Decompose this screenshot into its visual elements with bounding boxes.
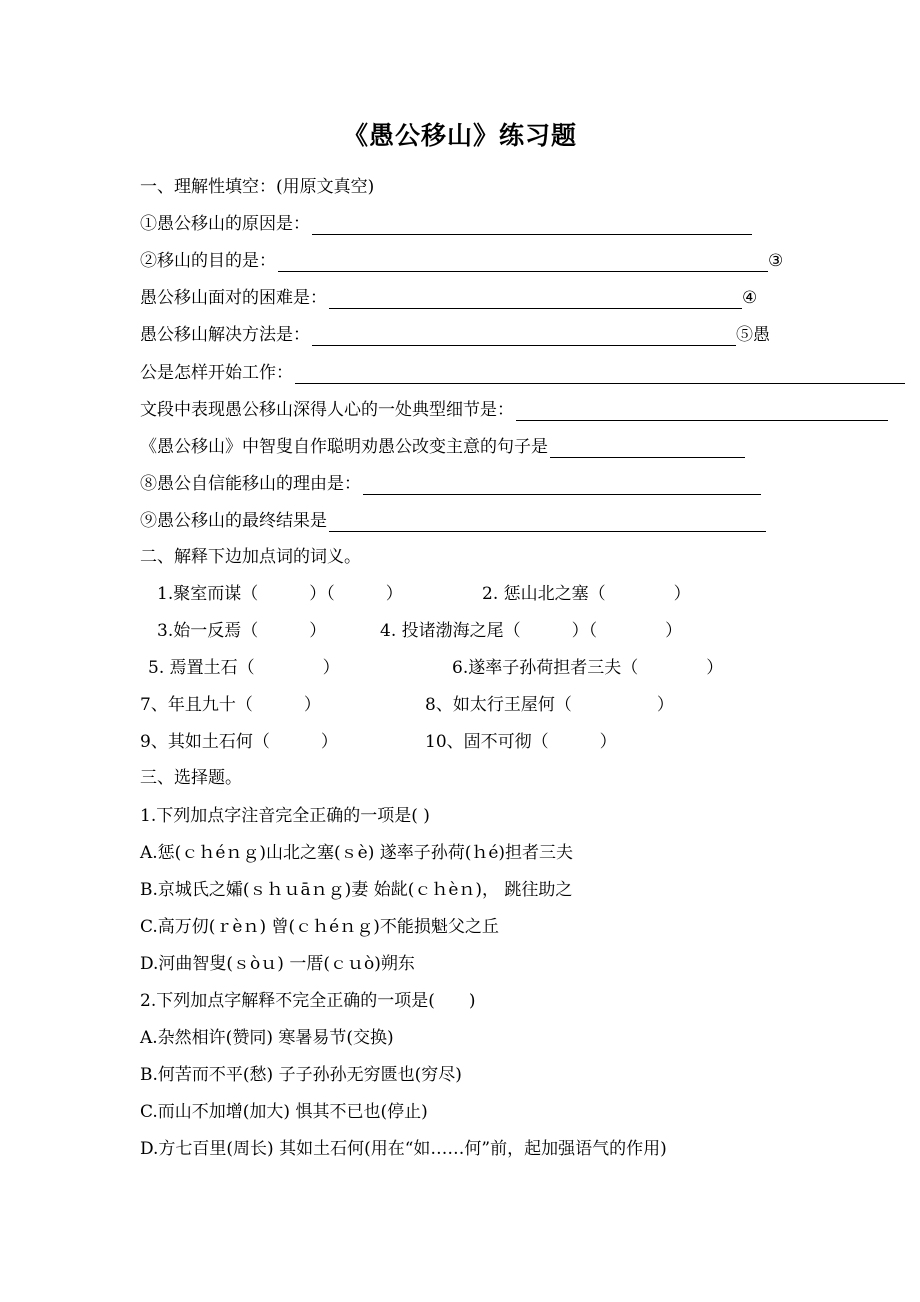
fill-line-8: [140, 473, 761, 495]
answer-blank[interactable]: [329, 290, 742, 309]
answer-blank[interactable]: [516, 402, 888, 421]
fill-label: 文段中表现愚公移山深得人心的一处典型细节是：: [140, 400, 514, 420]
question-1-option-c: C.高万仞(ｒèｎ) 曾(ｃｈéｎｇ)不能损魁父之丘: [140, 917, 499, 937]
fill-line-9: [140, 510, 766, 532]
fill-line-5: [140, 362, 905, 384]
vocab-item-5: 5. 焉置土石（ ）: [148, 658, 340, 678]
answer-blank[interactable]: [329, 513, 766, 532]
vocab-item-3: 3.始一反焉（ ）: [157, 621, 327, 641]
question-2-option-b: B.何苦而不平(愁) 子子孙孙无穷匮也(穷尽): [140, 1065, 462, 1085]
fill-line-7: [140, 436, 745, 458]
fill-label: 愚公移山面对的困难是：: [140, 288, 327, 308]
fill-label: ①愚公移山的原因是：: [140, 214, 310, 234]
fill-line-2: [140, 250, 783, 272]
question-2-option-a: A.杂然相许(赞同) 寒暑易节(交换): [140, 1028, 394, 1048]
fill-trailing: ④: [742, 288, 758, 308]
fill-line-3: [140, 287, 757, 309]
fill-trailing: ③: [768, 251, 784, 271]
question-2-option-c: C.而山不加增(加大) 惧其不已也(停止): [140, 1102, 428, 1122]
answer-blank[interactable]: [363, 476, 761, 495]
fill-line-6: [140, 399, 888, 421]
fill-label: 《愚公移山》中智叟自作聪明劝愚公改变主意的句子是: [140, 437, 548, 457]
question-1-stem: 1.下列加点字注音完全正确的一项是( ): [140, 806, 430, 826]
answer-blank[interactable]: [295, 365, 905, 384]
answer-blank[interactable]: [278, 253, 768, 272]
question-1-option-a: A.惩(ｃｈéｎｇ)山北之塞(ｓè) 遂率子孙荷(ｈé)担者三夫: [140, 843, 574, 863]
fill-trailing: ⑤愚: [736, 325, 770, 345]
vocab-item-7: 7、年且九十（ ）: [140, 695, 321, 715]
vocab-item-8: 8、如太行王屋何（ ）: [425, 695, 674, 715]
answer-blank[interactable]: [312, 216, 752, 235]
section1-heading: 一、理解性填空：(用原文真空): [140, 177, 375, 197]
vocab-item-10: 10、固不可彻（ ）: [425, 732, 617, 752]
fill-line-4: [140, 324, 770, 346]
fill-line-1: [140, 213, 752, 235]
vocab-item-6: 6.遂率子孙荷担者三夫（ ）: [452, 658, 724, 678]
fill-label: ⑧愚公自信能移山的理由是：: [140, 474, 361, 494]
question-1-option-d: D.河曲智叟(ｓòｕ) 一厝(ｃｕò)朔东: [140, 954, 415, 974]
fill-label: 公是怎样开始工作：: [140, 363, 293, 383]
vocab-item-4: 4. 投诸渤海之尾（ ）（ ）: [380, 621, 683, 641]
vocab-item-2: 2. 惩山北之塞（ ）: [482, 584, 691, 604]
question-2-stem: 2.下列加点字解释不完全正确的一项是( ): [140, 991, 476, 1011]
question-2-option-d: D.方七百里(周长) 其如土石何(用在“如……何”前，起加强语气的作用): [140, 1139, 667, 1159]
answer-blank[interactable]: [550, 439, 745, 458]
fill-label: ②移山的目的是：: [140, 251, 276, 271]
fill-label: ⑨愚公移山的最终结果是: [140, 511, 327, 531]
question-1-option-b: B.京城氏之孀(ｓｈｕāｎｇ)妻 始龀(ｃｈèｎ)， 跳往助之: [140, 880, 573, 900]
page-title: 《愚公移山》练习题: [342, 121, 577, 150]
vocab-item-1: 1.聚室而谋（ ）（ ）: [157, 584, 403, 604]
section2-heading: 二、解释下边加点词的词义。: [140, 547, 361, 567]
vocab-item-9: 9、其如土石何（ ）: [140, 732, 338, 752]
section3-heading: 三、选择题。: [140, 768, 242, 788]
answer-blank[interactable]: [312, 327, 736, 346]
fill-label: 愚公移山解决方法是：: [140, 325, 310, 345]
